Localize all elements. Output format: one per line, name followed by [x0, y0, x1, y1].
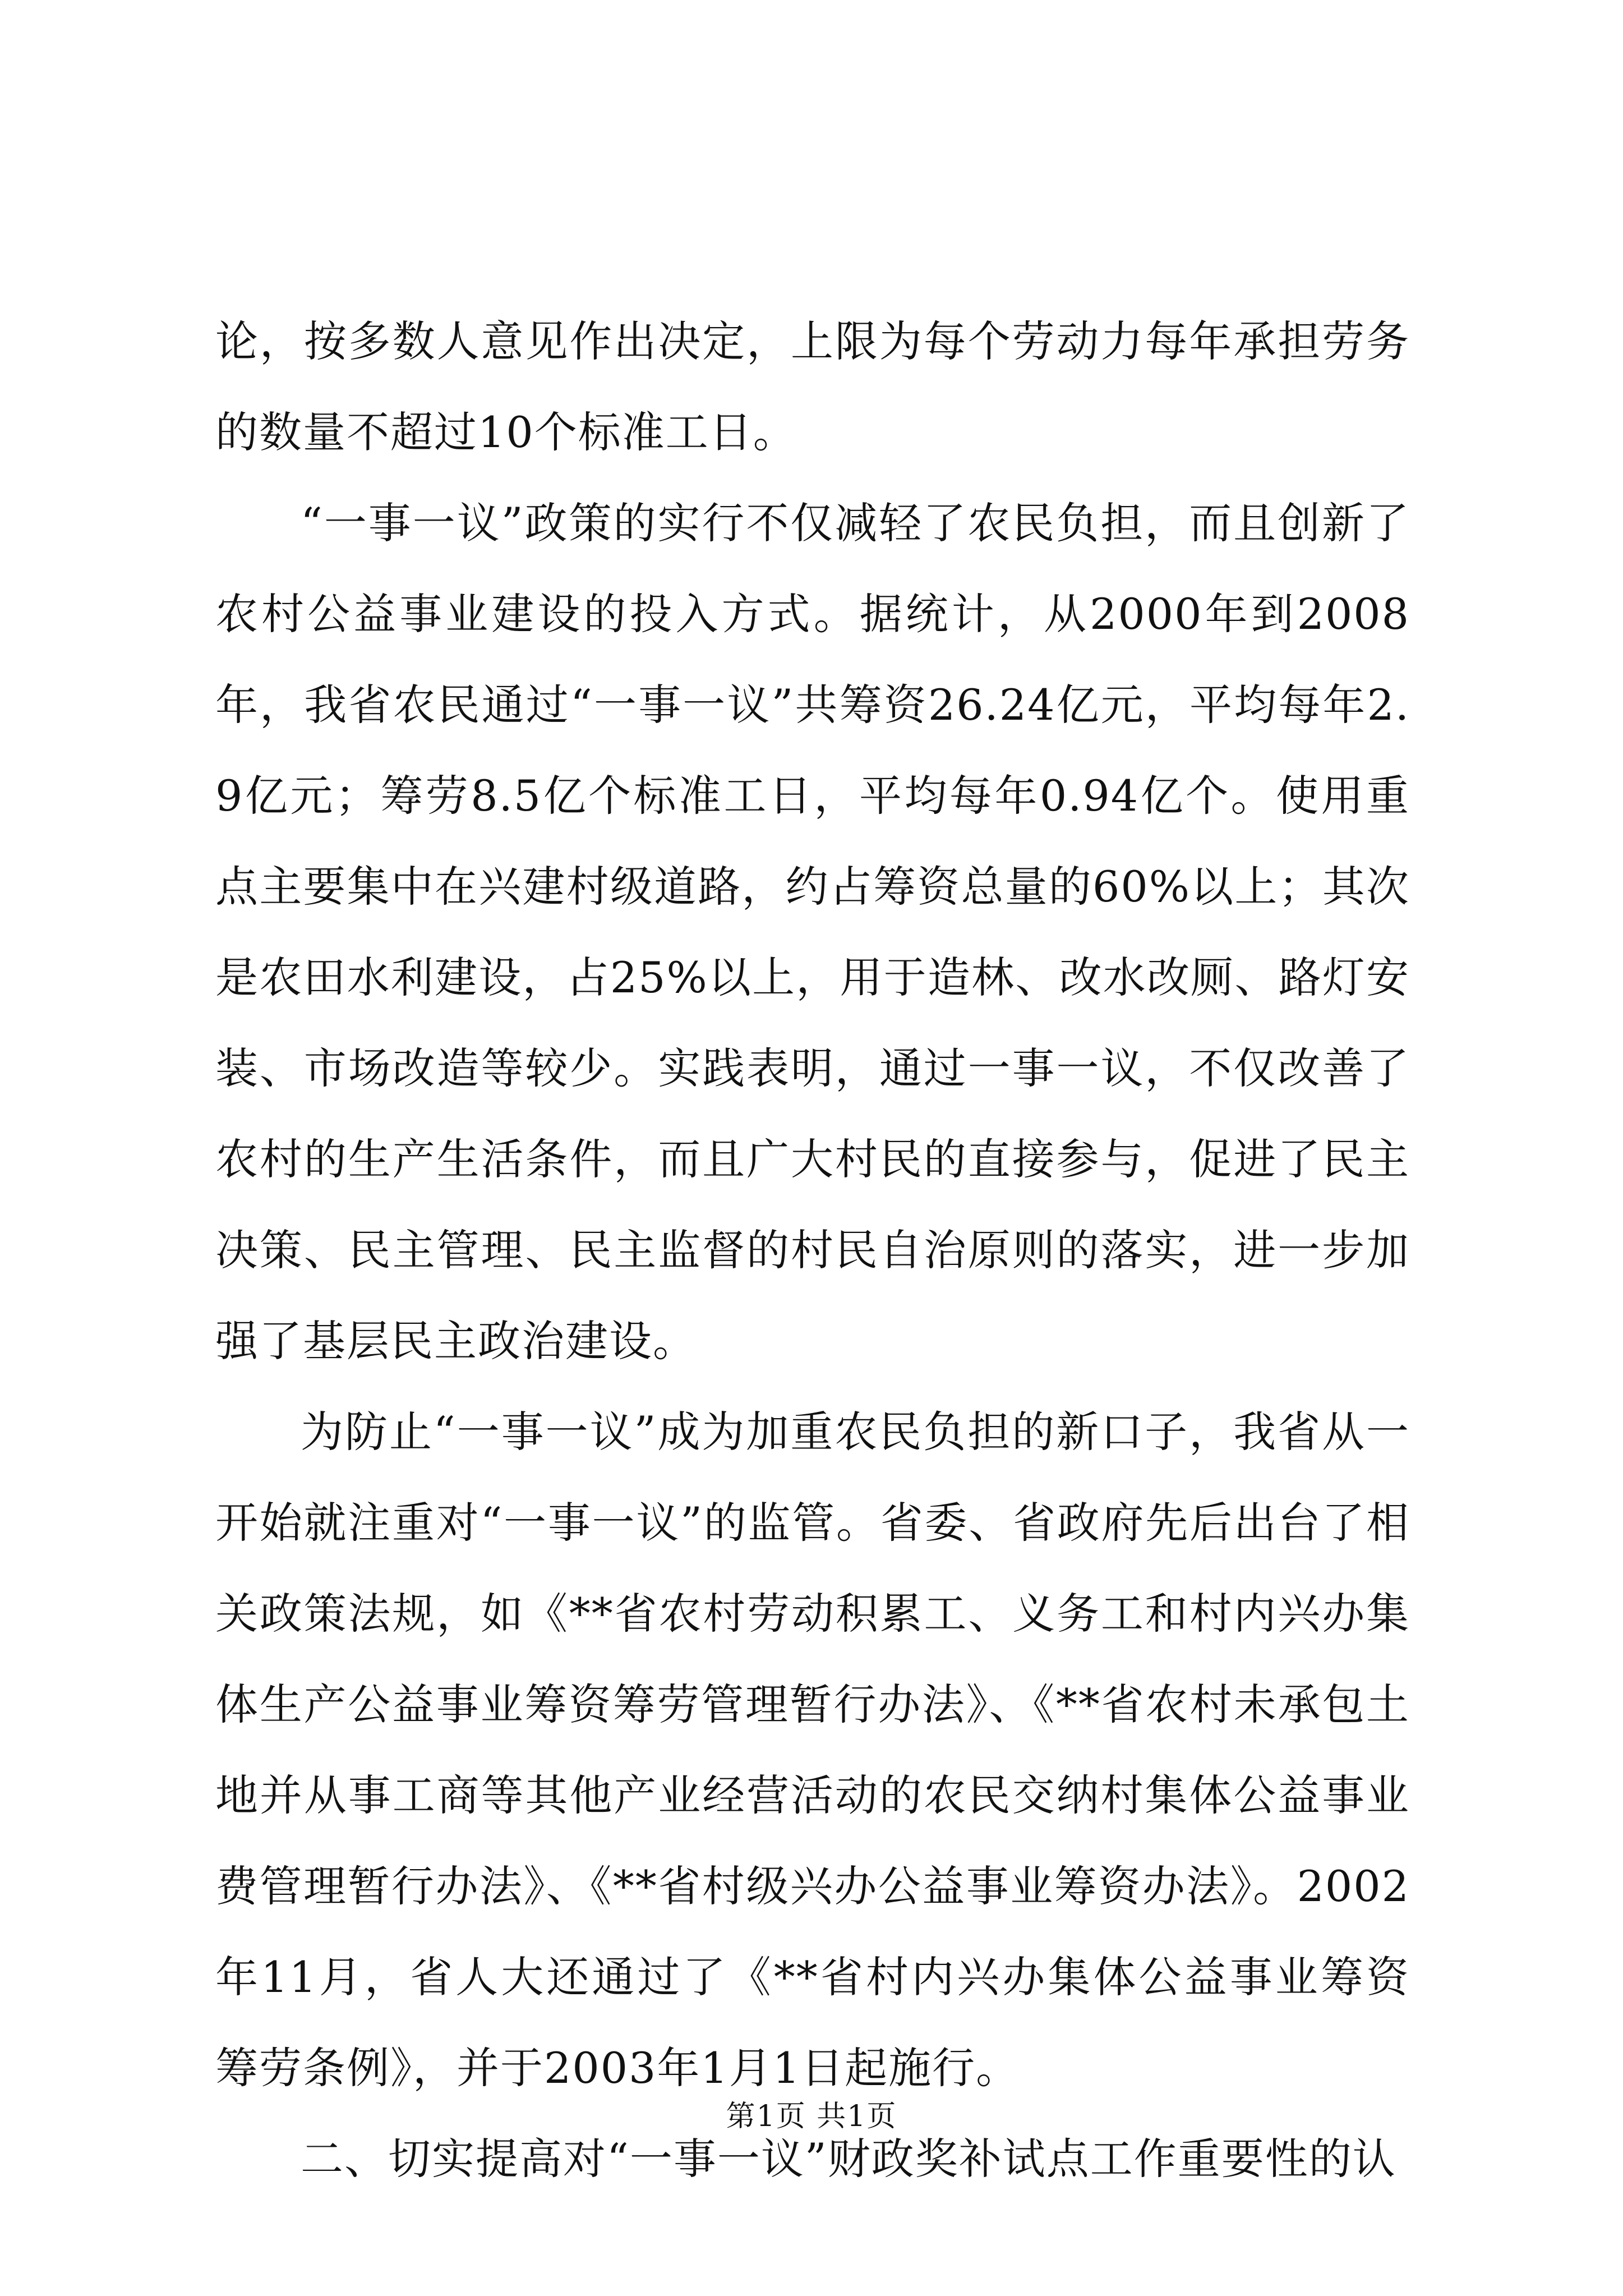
paragraph-3: 为防止“一事一议”成为加重农民负担的新口子，我省从一开始就注重对“一事一议”的监管。省委、省政府先后出台了相关政策法规，如《**省农村劳动积累工、义务工和村内兴办集体生产公益事业筹资筹劳管理暂行办法》、《**省农村未承包土地并从事工商等其他产业经营活动的农民交纳村集体公益事业费管理暂行办法》、《**省村级兴办公益事业筹资办法》。2002年11月，省人大还通过了《**省村内兴办集体公益事业筹资筹劳条例》，并于2003年1月1日起施行。	[215, 1407, 1410, 2093]
document-body	[215, 296, 1410, 2205]
paragraph-1: 论，按多数人意见作出决定，上限为每个劳动力每年承担劳务的数量不超过10个标准工日。	[215, 316, 1410, 457]
page-number-label: 第1页 共1页	[726, 2100, 897, 2133]
page-footer	[0, 2097, 1623, 2136]
paragraph-2: “一事一议”政策的实行不仅减轻了农民负担，而且创新了农村公益事业建设的投入方式。据统计，从2000年到2008年，我省农民通过“一事一议”共筹资26.24亿元，平均每年2.9亿元；筹劳8.5亿个标准工日，平均每年0.94亿个。使用重点主要集中在兴建村级道路，约占筹资总量的60%以上；其次是农田水利建设，占25%以上，用于造林、改水改厕、路灯安装、市场改造等较少。实践表明，通过一事一议，不仅改善了农村的生产生活条件，而且广大村民的直接参与，促进了民主决策、民主管理、民主监督的村民自治原则的落实，进一步加强了基层民主政治建设。	[215, 498, 1410, 1366]
paragraph-4: 二、切实提高对“一事一议”财政奖补试点工作重要性的认	[301, 2134, 1396, 2184]
